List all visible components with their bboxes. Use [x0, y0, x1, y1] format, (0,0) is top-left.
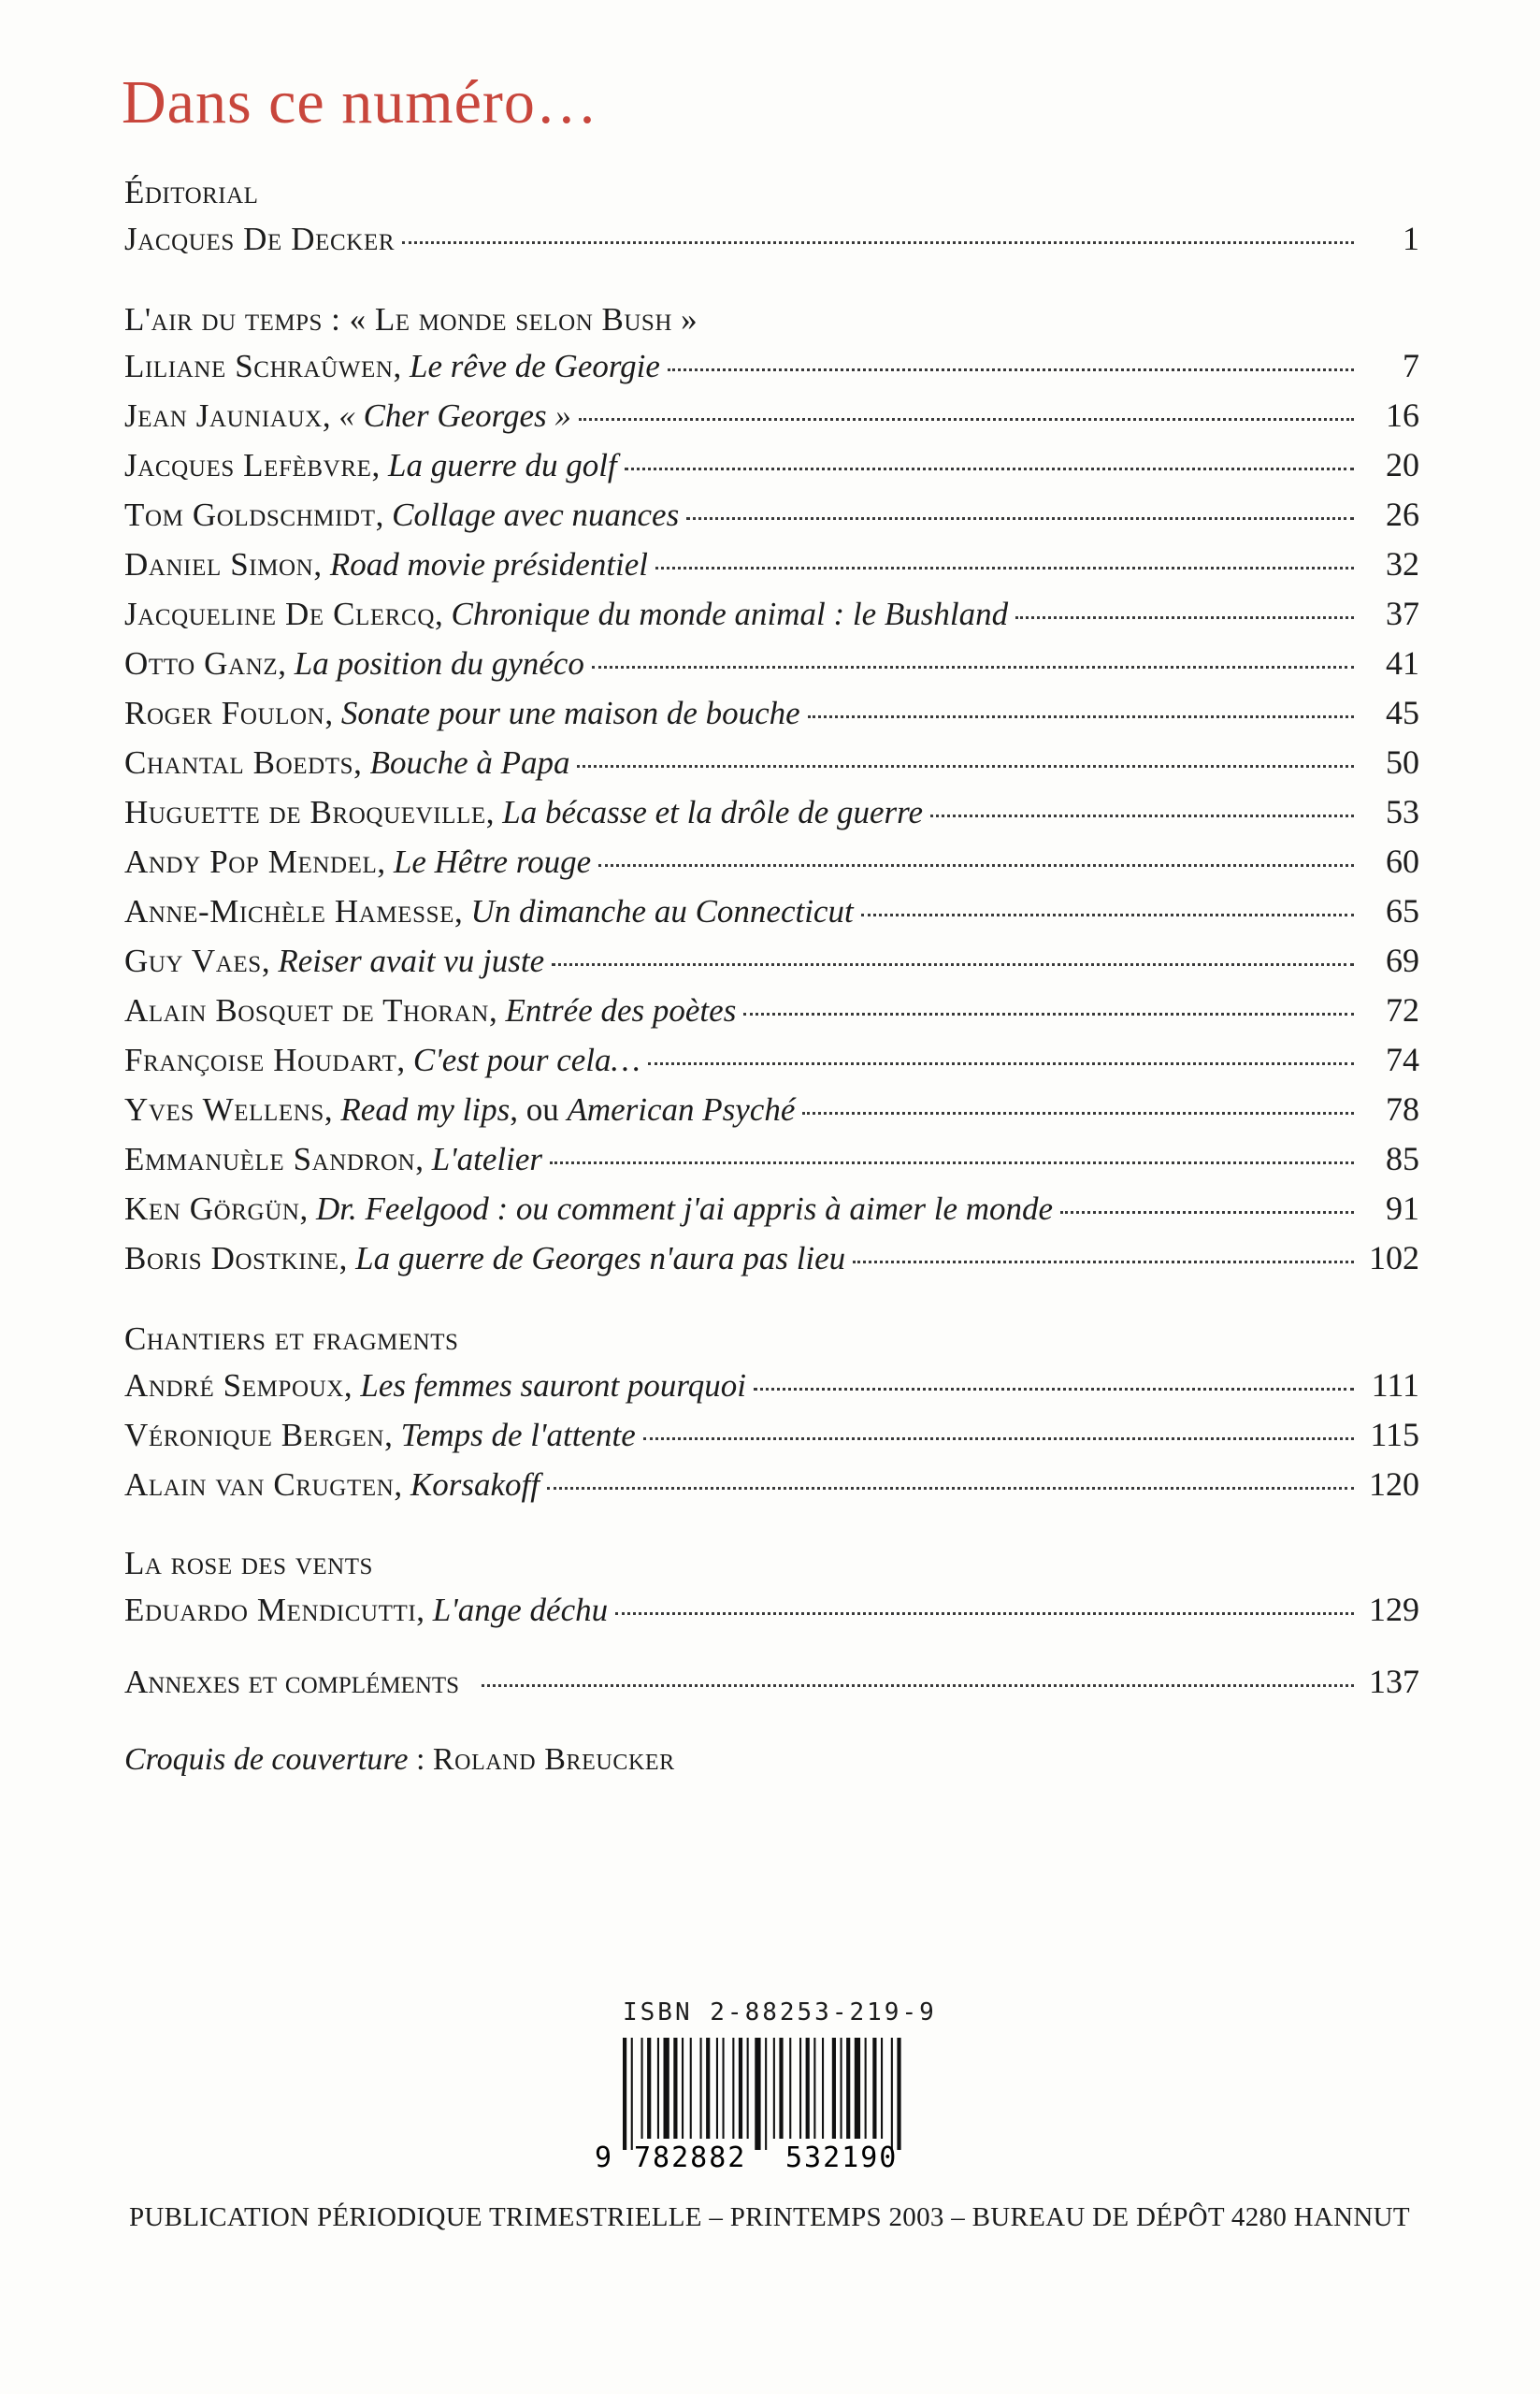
page-number: 37: [1386, 595, 1419, 632]
barcode-bar: [832, 2038, 836, 2139]
page-number: 72: [1386, 991, 1419, 1029]
toc-entry[interactable]: Eduardo Mendicutti, L'ange déchu 129: [124, 1585, 1419, 1635]
barcode-bar: [673, 2038, 677, 2139]
toc-entry[interactable]: Roger Foulon, Sonate pour une maison de bouche 45: [124, 688, 1419, 738]
toc-entry[interactable]: Jacques Lefèbvre, La guerre du golf 20: [124, 440, 1419, 490]
barcode-bar: [813, 2038, 815, 2139]
entry-title: C'est pour cela…: [412, 1042, 640, 1078]
barcode-bar: [716, 2038, 718, 2139]
barcode-bar: [855, 2038, 860, 2139]
entry-author: Alain Bosquet de Thoran: [124, 992, 489, 1029]
barcode-bar: [732, 2038, 734, 2139]
toc-entry[interactable]: Ken Görgün, Dr. Feelgood : ou comment j'ai appris à aimer le monde 91: [124, 1184, 1419, 1233]
barcode-bar: [755, 2038, 760, 2150]
entry-author: Ken Görgün: [124, 1190, 300, 1227]
page-number: 50: [1386, 743, 1419, 781]
toc-entry[interactable]: Guy Vaes, Reiser avait vu juste 69: [124, 936, 1419, 986]
barcode-bar: [723, 2038, 725, 2139]
dot-leader: [808, 715, 1354, 718]
section-entries-air-du-temps: [124, 341, 1419, 1283]
table-of-contents: [124, 170, 1419, 1778]
barcode-bar: [623, 2038, 626, 2150]
entry-author: Daniel Simon: [124, 546, 314, 583]
toc-entry[interactable]: Andy Pop Mendel, Le Hêtre rouge 60: [124, 837, 1419, 887]
dot-leader: [598, 864, 1354, 867]
entry-author: Emmanuèle Sandron: [124, 1141, 416, 1177]
dot-leader: [668, 368, 1354, 371]
page-number: 129: [1369, 1591, 1419, 1628]
entry-author: Jacques Lefèbvre: [124, 447, 372, 483]
toc-entry[interactable]: André Sempoux, Les femmes sauront pourquoi 111: [124, 1361, 1419, 1410]
barcode-bar: [700, 2038, 702, 2139]
dot-leader: [754, 1388, 1354, 1391]
barcode-bar: [779, 2038, 783, 2139]
page-number: 60: [1386, 843, 1419, 880]
entry-author: Eduardo Mendicutti: [124, 1592, 417, 1628]
dot-leader: [686, 517, 1354, 520]
toc-entry[interactable]: Huguette de Broqueville, La bécasse et la drôle de guerre 53: [124, 787, 1419, 837]
entry-author: Alain van Crugten: [124, 1466, 395, 1503]
entry-author: Roger Foulon: [124, 695, 325, 731]
dot-leader: [579, 418, 1354, 421]
barcode-bar: [872, 2038, 876, 2139]
dot-leader: [743, 1013, 1354, 1016]
toc-entry[interactable]: Jacqueline De Clercq, Chronique du monde animal : le Bushland 37: [124, 589, 1419, 639]
toc-entry[interactable]: Françoise Houdart, C'est pour cela… 74: [124, 1035, 1419, 1085]
page-number: 41: [1386, 644, 1419, 682]
entry-title: La bécasse et la drôle de guerre: [502, 794, 924, 830]
entry-title: Dr. Feelgood : ou comment j'ai appris à aimer le monde: [316, 1190, 1054, 1227]
dot-leader: [853, 1261, 1354, 1263]
page-number: 32: [1386, 545, 1419, 583]
barcode-bar: [806, 2038, 810, 2139]
barcode-digits-right: 532190: [785, 2142, 899, 2174]
toc-entry[interactable]: Liliane Schraûwen, Le rêve de Georgie 7: [124, 341, 1419, 391]
page-number: 7: [1403, 347, 1419, 384]
dot-leader: [552, 963, 1354, 966]
page-number: 65: [1386, 892, 1419, 930]
dot-leader: [655, 567, 1354, 570]
entry-title: Un dimanche au Connecticut: [470, 893, 854, 930]
isbn-text: ISBN 2-88253-219-9: [623, 1998, 937, 2026]
entry-author: Guy Vaes: [124, 943, 262, 979]
entry-title: Read my lips: [340, 1091, 511, 1128]
entry-title: Reiser avait vu juste: [278, 943, 545, 979]
dot-leader: [1060, 1211, 1354, 1214]
dot-leader: [550, 1161, 1354, 1164]
section-heading-air-du-temps: L'air du temps : « Le monde selon Bush »: [124, 301, 698, 338]
barcode-bar: [739, 2038, 742, 2139]
page-number: 69: [1386, 942, 1419, 979]
entry-title: La guerre de Georges n'aura pas lieu: [355, 1240, 846, 1276]
page-number: 45: [1386, 694, 1419, 731]
page-number: 53: [1386, 793, 1419, 830]
dot-leader: [615, 1612, 1354, 1615]
barcode-icon: [589, 2034, 944, 2174]
page-title: Dans ce numéro…: [122, 68, 598, 137]
entry-author: Chantal Boedts: [124, 744, 354, 781]
page-number: 102: [1369, 1239, 1419, 1276]
page-number: 137: [1369, 1663, 1419, 1700]
entry-author: Huguette de Broqueville: [124, 794, 486, 830]
barcode-bar: [789, 2038, 791, 2139]
entry-title: Le Hêtre rouge: [393, 844, 592, 880]
entry-author: Boris Dostkine: [124, 1240, 339, 1276]
entry-title: L'ange déchu: [432, 1592, 609, 1628]
dot-leader: [547, 1487, 1354, 1490]
entry-title: Le rêve de Georgie: [410, 348, 660, 384]
entry-title: Chronique du monde animal : le Bushland: [451, 596, 1009, 632]
dot-leader: [625, 468, 1354, 470]
barcode-digit-first: 9: [595, 2142, 612, 2174]
entry-author: Otto Ganz: [124, 645, 279, 682]
entry-title: L'atelier: [431, 1141, 543, 1177]
barcode-bar: [891, 2038, 893, 2150]
toc-entry[interactable]: Tom Goldschmidt, Collage avec nuances 26: [124, 490, 1419, 540]
entry-author: Jean Jauniaux: [124, 397, 323, 434]
cover-credit: Croquis de couverture : Roland Breucker: [124, 1742, 675, 1777]
barcode-bar: [773, 2038, 775, 2139]
barcode-bar: [841, 2038, 842, 2139]
dot-leader: [643, 1437, 1354, 1440]
barcode-bar: [706, 2038, 710, 2139]
toc-entry[interactable]: [124, 214, 1419, 264]
publication-footer: PUBLICATION PÉRIODIQUE TRIMESTRIELLE – PRINTEMPS 2003 – BUREAU DE DÉPÔT 4280 HANNUT: [129, 2202, 1410, 2232]
toc-entry[interactable]: Otto Ganz, La position du gynéco 41: [124, 639, 1419, 688]
entry-title: Korsakoff: [410, 1466, 540, 1503]
page-number: 85: [1386, 1140, 1419, 1177]
barcode-bar: [881, 2038, 883, 2139]
barcode-bar: [765, 2038, 767, 2150]
dot-leader: [592, 666, 1354, 669]
page-number: 111: [1371, 1366, 1419, 1404]
toc-entry-annexes[interactable]: [124, 1657, 1419, 1707]
credit-label: Croquis de couverture: [124, 1742, 409, 1777]
section-heading-editorial: Éditorial: [124, 174, 259, 210]
page-number: 115: [1370, 1416, 1419, 1453]
barcode-bar: [897, 2038, 900, 2150]
toc-entry[interactable]: Boris Dostkine, La guerre de Georges n'aura pas lieu 102: [124, 1233, 1419, 1283]
barcode-bar: [647, 2038, 651, 2139]
barcode-bar: [631, 2038, 633, 2150]
entry-title: Sonate pour une maison de bouche: [340, 695, 800, 731]
page-number: 16: [1386, 397, 1419, 434]
dot-leader: [648, 1062, 1354, 1065]
entry-title: La guerre du golf: [387, 447, 617, 483]
page-number: 26: [1386, 496, 1419, 533]
annexes-label: Annexes et compléments: [124, 1664, 460, 1700]
toc-entry[interactable]: Emmanuèle Sandron, L'atelier 85: [124, 1134, 1419, 1184]
entry-title: Bouche à Papa: [369, 744, 570, 781]
toc-entry[interactable]: Anne-Michèle Hamesse, Un dimanche au Connecticut 65: [124, 887, 1419, 936]
entry-title: Les femmes sauront pourquoi: [360, 1367, 746, 1404]
barcode-bar: [865, 2038, 867, 2139]
entry-author: Liliane Schraûwen: [124, 348, 394, 384]
dot-leader: [402, 241, 1354, 244]
page-number: 74: [1386, 1041, 1419, 1078]
dot-leader: [577, 765, 1354, 768]
entry-author: Jacqueline De Clercq: [124, 596, 435, 632]
page-number: 1: [1403, 220, 1419, 257]
toc-entry[interactable]: Alain Bosquet de Thoran, Entrée des poètes 72: [124, 986, 1419, 1035]
barcode-bar: [846, 2038, 850, 2139]
isbn-barcode-block: [589, 1998, 944, 2174]
barcode-bar: [657, 2038, 659, 2139]
entry-title: La position du gynéco: [294, 645, 584, 682]
barcode-bar: [664, 2038, 669, 2139]
toc-entry[interactable]: Alain van Crugten, Korsakoff 120: [124, 1460, 1419, 1509]
section-heading-chantiers: Chantiers et fragments: [124, 1320, 459, 1357]
barcode-bar: [690, 2038, 692, 2139]
dot-leader: [930, 815, 1354, 817]
credit-name: Roland Breucker: [432, 1742, 675, 1777]
barcode-digits-left: 782882: [634, 2142, 747, 2174]
page-number: 20: [1386, 446, 1419, 483]
dot-leader: [861, 914, 1354, 916]
entry-title: Collage avec nuances: [392, 497, 680, 533]
entry-title: Temps de l'attente: [400, 1417, 636, 1453]
toc-entry[interactable]: Yves Wellens, Read my lips, ou American Psyché 78: [124, 1085, 1419, 1134]
dot-leader: [802, 1112, 1354, 1115]
barcode-bar: [641, 2038, 643, 2139]
entry-title: Entrée des poètes: [505, 992, 737, 1029]
dot-leader: [1015, 616, 1354, 619]
barcode-bar: [799, 2038, 801, 2139]
entry-author: Tom Goldschmidt: [124, 497, 376, 533]
entry-title: « Cher Georges »: [338, 397, 571, 434]
entry-author: Andy Pop Mendel: [124, 844, 378, 880]
toc-entry[interactable]: Daniel Simon, Road movie présidentiel 32: [124, 540, 1419, 589]
entry-author: Yves Wellens: [124, 1091, 324, 1128]
entry-title-alt: American Psyché: [567, 1091, 796, 1128]
page-number: 91: [1386, 1190, 1419, 1227]
section-heading-rose-des-vents: La rose des vents: [124, 1545, 373, 1581]
dot-leader: [482, 1684, 1354, 1687]
entry-author: Jacques De Decker: [124, 221, 396, 257]
barcode-bar: [682, 2038, 684, 2139]
entry-author: André Sempoux: [124, 1367, 344, 1404]
toc-entry[interactable]: Jean Jauniaux, « Cher Georges » 16: [124, 391, 1419, 440]
page-number: 78: [1386, 1090, 1419, 1128]
barcode-bar: [747, 2038, 749, 2139]
entry-author: Françoise Houdart: [124, 1042, 397, 1078]
entry-title: Road movie présidentiel: [329, 546, 649, 583]
entry-author: Véronique Bergen: [124, 1417, 385, 1453]
toc-entry[interactable]: Chantal Boedts, Bouche à Papa 50: [124, 738, 1419, 787]
page-number: 120: [1369, 1465, 1419, 1503]
entry-author: Anne-Michèle Hamesse: [124, 893, 454, 930]
barcode-bar: [822, 2038, 824, 2139]
toc-entry[interactable]: Véronique Bergen, Temps de l'attente 115: [124, 1410, 1419, 1460]
